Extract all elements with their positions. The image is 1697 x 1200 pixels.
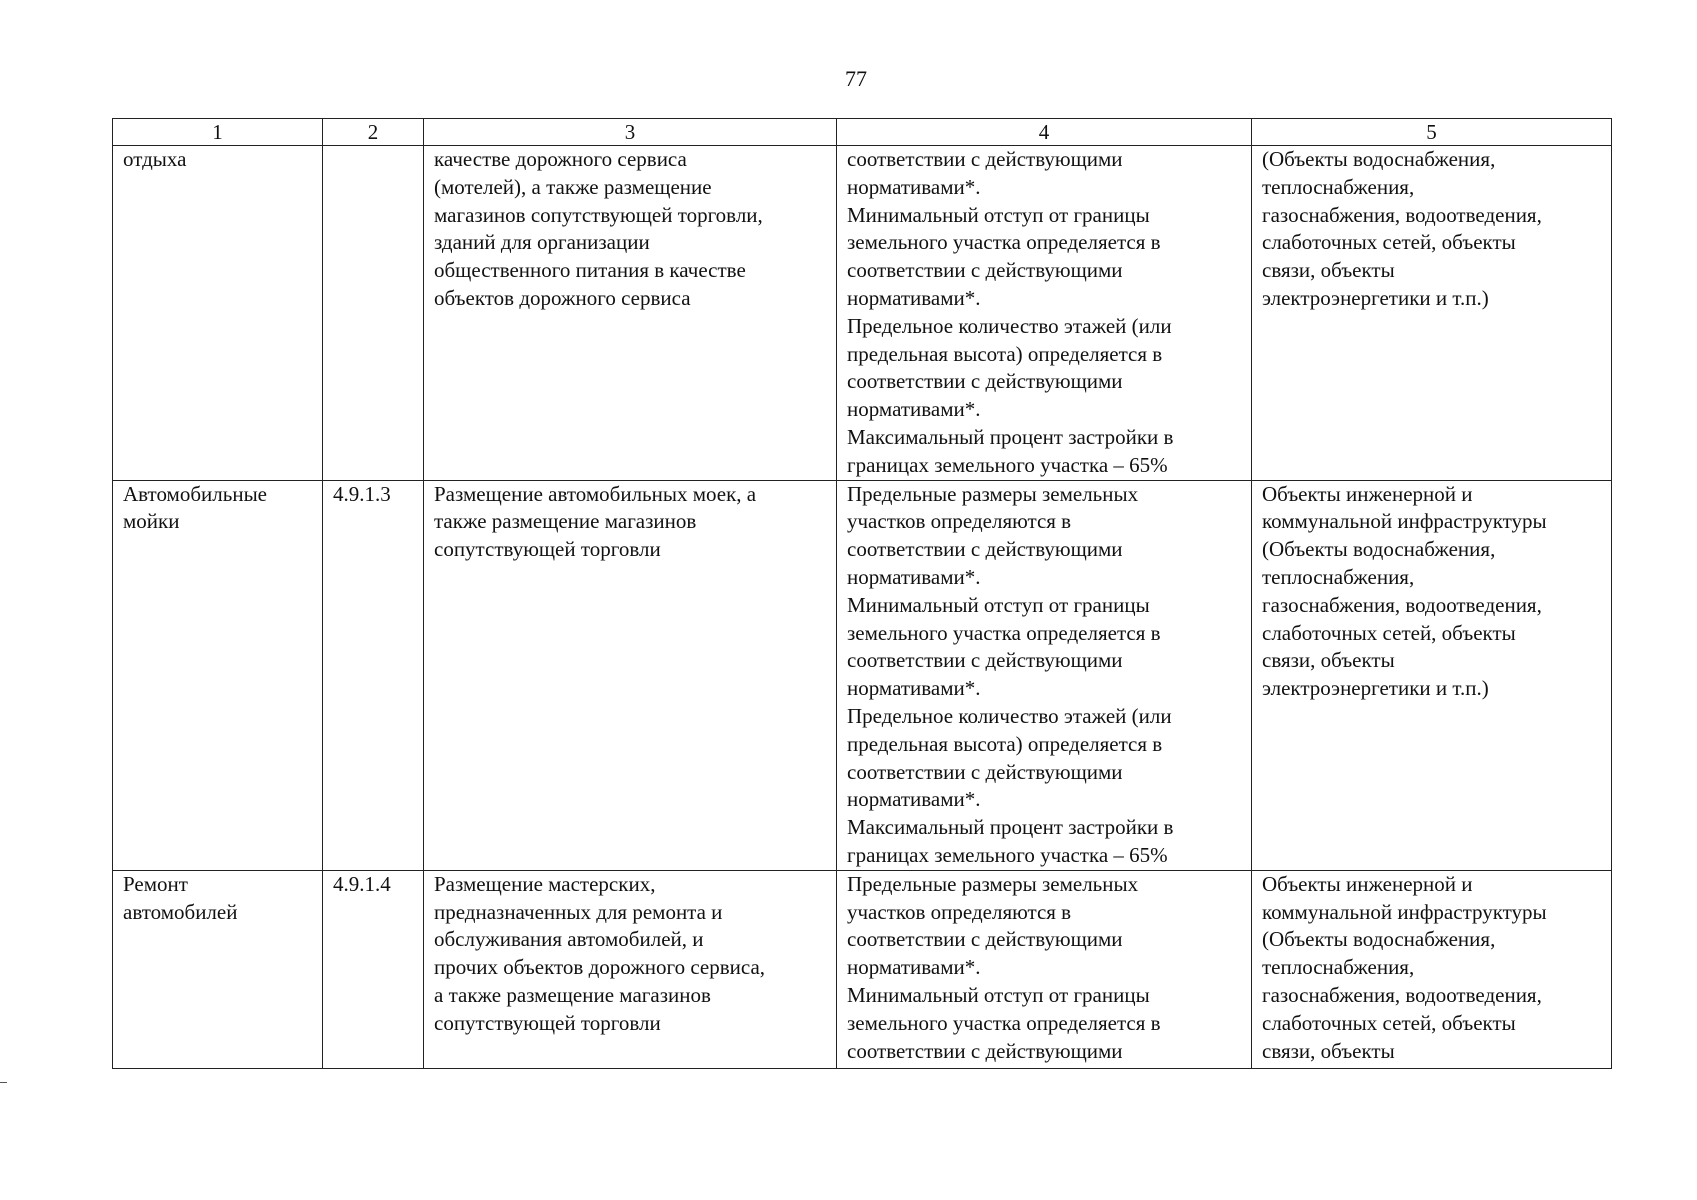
cell-text-line: соответствии с действующими xyxy=(847,369,1123,394)
table-row xyxy=(113,870,1612,1068)
cell-text-line: нормативами*. xyxy=(847,397,981,422)
cell-text-line: (Объекты водоснабжения, xyxy=(1262,927,1496,952)
cell-text-line: предельная высота) определяется в xyxy=(847,341,1163,366)
cell-text-line: отдыха xyxy=(123,147,187,171)
cell-text-line: предельная высота) определяется в xyxy=(847,731,1163,756)
cell-text-line: нормативами*. xyxy=(847,787,981,812)
cell-text-line: общественного питания в качестве xyxy=(434,258,746,283)
cell-text-line: сопутствующей торговли xyxy=(434,1010,661,1035)
cell-text-line: участков определяются в xyxy=(847,899,1072,924)
cell-text-line: соответствии с действующими xyxy=(847,648,1123,673)
use-code-cell xyxy=(323,146,424,481)
cell-text-line: Размещение автомобильных моек, а xyxy=(434,481,757,506)
cell-text-line: соответствии с действующими xyxy=(847,147,1123,171)
use-code-cell xyxy=(323,480,424,870)
infrastructure-cell xyxy=(1252,480,1612,870)
cell-text-line: соответствии с действующими xyxy=(847,258,1123,283)
cell-text-line: Объекты инженерной и xyxy=(1262,871,1473,896)
cell-text-line: земельного участка определяется в xyxy=(847,620,1161,645)
cell-text-line: Размещение мастерских, xyxy=(434,871,656,896)
cell-text-line: газоснабжения, водоотведения, xyxy=(1262,202,1542,227)
cell-text-line: предназначенных для ремонта и xyxy=(434,899,723,924)
cell-text-line: нормативами*. xyxy=(847,285,981,310)
cell-text-line: (Объекты водоснабжения, xyxy=(1262,537,1496,562)
cell-text-line: теплоснабжения, xyxy=(1262,955,1415,980)
cell-text-line: соответствии с действующими xyxy=(847,537,1123,562)
cell-text-line: Объекты инженерной и xyxy=(1262,481,1473,506)
cell-text-line: связи, объекты xyxy=(1262,258,1395,283)
infrastructure-cell xyxy=(1252,870,1612,1068)
cell-text-line: нормативами*. xyxy=(847,955,981,980)
cell-text-line: слаботочных сетей, объекты xyxy=(1262,620,1516,645)
cell-text-line: слаботочных сетей, объекты xyxy=(1262,1010,1516,1035)
use-name-cell xyxy=(113,870,323,1068)
cell-text-line: теплоснабжения, xyxy=(1262,174,1415,199)
cell-text-line: обслуживания автомобилей, и xyxy=(434,927,704,952)
cell-text-line: соответствии с действующими xyxy=(847,927,1123,952)
zoning-table xyxy=(112,118,1612,1069)
parameters-cell xyxy=(837,870,1252,1068)
column-number-2: 2 xyxy=(323,119,424,146)
cell-text-line: сопутствующей торговли xyxy=(434,537,661,562)
cell-text-line: нормативами*. xyxy=(847,676,981,701)
cell-text-line: соответствии с действующими xyxy=(847,1038,1123,1063)
cell-text-line: также размещение магазинов xyxy=(434,509,697,534)
cell-text-line: границах земельного участка – 65% xyxy=(847,452,1168,477)
cell-text-line: Предельное количество этажей (или xyxy=(847,703,1172,728)
cell-text-line: связи, объекты xyxy=(1262,648,1395,673)
cell-text-line: связи, объекты xyxy=(1262,1038,1395,1063)
cell-text-line: земельного участка определяется в xyxy=(847,1010,1161,1035)
cell-text-line: Максимальный процент застройки в xyxy=(847,815,1174,840)
cell-text-line: объектов дорожного сервиса xyxy=(434,285,691,310)
use-name-cell xyxy=(113,480,323,870)
cell-text-line: (мотелей), а также размещение xyxy=(434,174,712,199)
cell-text-line: нормативами*. xyxy=(847,564,981,589)
cell-text-line: Предельные размеры земельных xyxy=(847,481,1139,506)
cell-text-line: прочих объектов дорожного сервиса, xyxy=(434,955,766,980)
column-number-4: 4 xyxy=(837,119,1252,146)
use-description-cell xyxy=(424,870,837,1068)
cell-text-line: электроэнергетики и т.п.) xyxy=(1262,285,1489,310)
cell-text-line: магазинов сопутствующей торговли, xyxy=(434,202,763,227)
cell-text-line: Предельные размеры земельных xyxy=(847,871,1139,896)
cell-text-line: Минимальный отступ от границы xyxy=(847,202,1150,227)
cell-text-line: Предельное количество этажей (или xyxy=(847,313,1172,338)
infrastructure-cell xyxy=(1252,146,1612,481)
cell-text-line: 4.9.1.4 xyxy=(333,871,391,896)
cell-text-line: (Объекты водоснабжения, xyxy=(1262,147,1496,171)
column-number-1: 1 xyxy=(113,119,323,146)
cell-text-line: мойки xyxy=(123,509,180,534)
cell-text-line: земельного участка определяется в xyxy=(847,230,1161,255)
cell-text-line: Автомобильные xyxy=(123,481,267,506)
use-code-cell xyxy=(323,870,424,1068)
cell-text-line: теплоснабжения, xyxy=(1262,564,1415,589)
column-number-3: 3 xyxy=(424,119,837,146)
parameters-cell xyxy=(837,480,1252,870)
cell-text-line: газоснабжения, водоотведения, xyxy=(1262,982,1542,1007)
cell-text-line: участков определяются в xyxy=(847,509,1072,534)
cell-text-line: нормативами*. xyxy=(847,174,981,199)
cell-text-line: слаботочных сетей, объекты xyxy=(1262,230,1516,255)
page-number: 77 xyxy=(845,66,867,91)
cell-text-line: Минимальный отступ от границы xyxy=(847,982,1150,1007)
cell-text-line: а также размещение магазинов xyxy=(434,982,711,1007)
cell-text-line: Ремонт xyxy=(123,871,188,896)
cell-text-line: электроэнергетики и т.п.) xyxy=(1262,676,1489,701)
use-name-cell xyxy=(113,146,323,481)
cell-text-line: Минимальный отступ от границы xyxy=(847,592,1150,617)
cell-text-line: газоснабжения, водоотведения, xyxy=(1262,592,1542,617)
cell-text-line: автомобилей xyxy=(123,899,238,924)
table-row xyxy=(113,480,1612,870)
cell-text-line: 4.9.1.3 xyxy=(333,481,391,506)
cell-text-line: качестве дорожного сервиса xyxy=(434,147,687,171)
cell-text-line: коммунальной инфраструктуры xyxy=(1262,899,1547,924)
cell-text-line: зданий для организации xyxy=(434,230,650,255)
parameters-cell xyxy=(837,146,1252,481)
column-number-5: 5 xyxy=(1252,119,1612,146)
cell-text-line: соответствии с действующими xyxy=(847,759,1123,784)
table-row xyxy=(113,146,1612,481)
use-description-cell xyxy=(424,146,837,481)
cell-text-line: коммунальной инфраструктуры xyxy=(1262,509,1547,534)
scan-edge-mark xyxy=(0,1082,7,1083)
table-header-row xyxy=(113,119,1612,146)
use-description-cell xyxy=(424,480,837,870)
cell-text-line: границах земельного участка – 65% xyxy=(847,842,1168,867)
cell-text-line: Максимальный процент застройки в xyxy=(847,424,1174,449)
